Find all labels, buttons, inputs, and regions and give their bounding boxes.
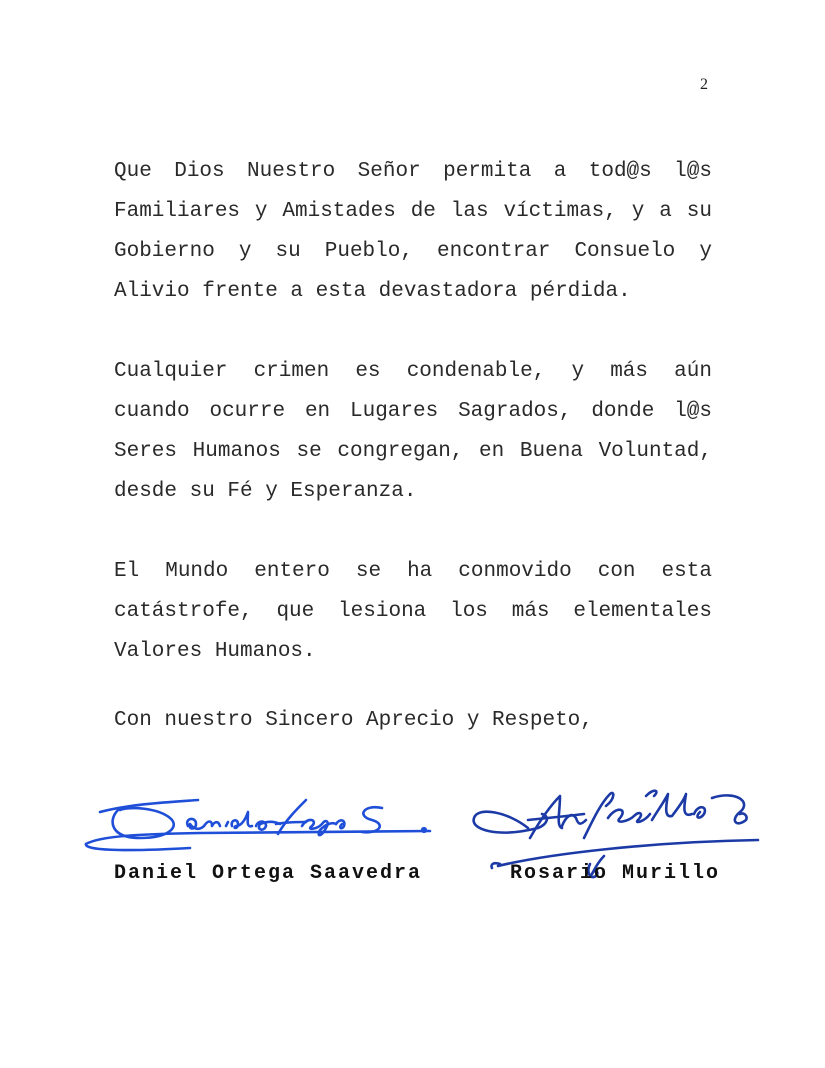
text-line: Alivio frente a esta devastadora pérdida.	[114, 280, 631, 303]
text-line	[114, 392, 712, 432]
signatory-name: Daniel Ortega Saavedra	[114, 862, 423, 885]
word: Buena	[519, 440, 583, 463]
word: Amistades	[282, 200, 396, 223]
word: crimen	[253, 360, 330, 383]
word: Señor	[357, 160, 421, 183]
word: esta	[661, 560, 712, 583]
word: más	[511, 600, 550, 623]
word: permita	[443, 160, 532, 183]
letter-body	[114, 152, 712, 712]
word: y	[571, 360, 585, 383]
word: Consuelo	[574, 240, 676, 263]
word: congregan,	[337, 440, 464, 463]
word: en	[304, 400, 331, 423]
word: a	[553, 160, 567, 183]
word: y	[254, 200, 268, 223]
word: catástrofe,	[114, 600, 253, 623]
word: en	[479, 440, 505, 463]
word: aún	[674, 360, 712, 383]
text-line	[114, 592, 712, 632]
paragraph-world	[114, 552, 712, 672]
word: Dios	[174, 160, 225, 183]
word: ha	[407, 560, 433, 583]
word: l@s	[674, 160, 712, 183]
word: su	[275, 240, 301, 263]
word: Nuestro	[247, 160, 336, 183]
word: Pueblo,	[324, 240, 413, 263]
word: y	[699, 240, 712, 263]
word: y	[631, 200, 645, 223]
text-line	[114, 232, 712, 272]
text-line	[114, 552, 712, 592]
handwritten-signature-icon	[80, 786, 440, 856]
word: víctimas,	[503, 200, 617, 223]
word: cuando	[114, 400, 190, 423]
word: elementales	[573, 600, 712, 623]
word: Lugares	[350, 400, 439, 423]
word: Familiares	[114, 200, 241, 223]
word: Gobierno	[114, 240, 215, 263]
text-line	[114, 432, 712, 472]
word: condenable,	[406, 360, 546, 383]
word: encontrar	[437, 240, 551, 263]
closing-salutation: Con nuestro Sincero Aprecio y Respeto,	[114, 709, 593, 732]
word: conmovido	[458, 560, 572, 583]
word: Voluntad,	[598, 440, 712, 463]
text-line: desde su Fé y Esperanza.	[114, 480, 417, 503]
text-line	[114, 152, 712, 192]
signatory-name: Rosario Murillo	[510, 862, 721, 885]
word: y	[238, 240, 252, 263]
word: que	[276, 600, 315, 623]
word: de	[410, 200, 436, 223]
word: las	[450, 200, 489, 223]
word: más	[610, 360, 649, 383]
word: los	[450, 600, 488, 623]
word: con	[597, 560, 636, 583]
word: ocurre	[209, 400, 286, 423]
word: donde	[591, 400, 655, 423]
text-line	[114, 192, 712, 232]
text-line: Valores Humanos.	[114, 640, 316, 663]
word: lesiona	[338, 600, 427, 623]
text-line	[114, 352, 712, 392]
word: Cualquier	[114, 360, 228, 383]
paragraph-condolence	[114, 152, 712, 312]
word: tod@s	[588, 160, 652, 183]
page-number: 2	[700, 76, 708, 93]
word: se	[296, 440, 322, 463]
word: a	[659, 200, 672, 223]
word: se	[355, 560, 382, 583]
word: Mundo	[165, 560, 229, 583]
word: Humanos	[192, 440, 281, 463]
word: l@s	[674, 400, 712, 423]
word: El	[114, 560, 140, 583]
word: Sagrados,	[458, 400, 572, 423]
paragraph-condemnation	[114, 352, 712, 512]
word: Seres	[114, 440, 178, 463]
word: su	[686, 200, 712, 223]
word: es	[355, 360, 381, 383]
handwritten-signature-icon	[468, 772, 768, 872]
word: Que	[114, 160, 152, 183]
word: entero	[254, 560, 330, 583]
